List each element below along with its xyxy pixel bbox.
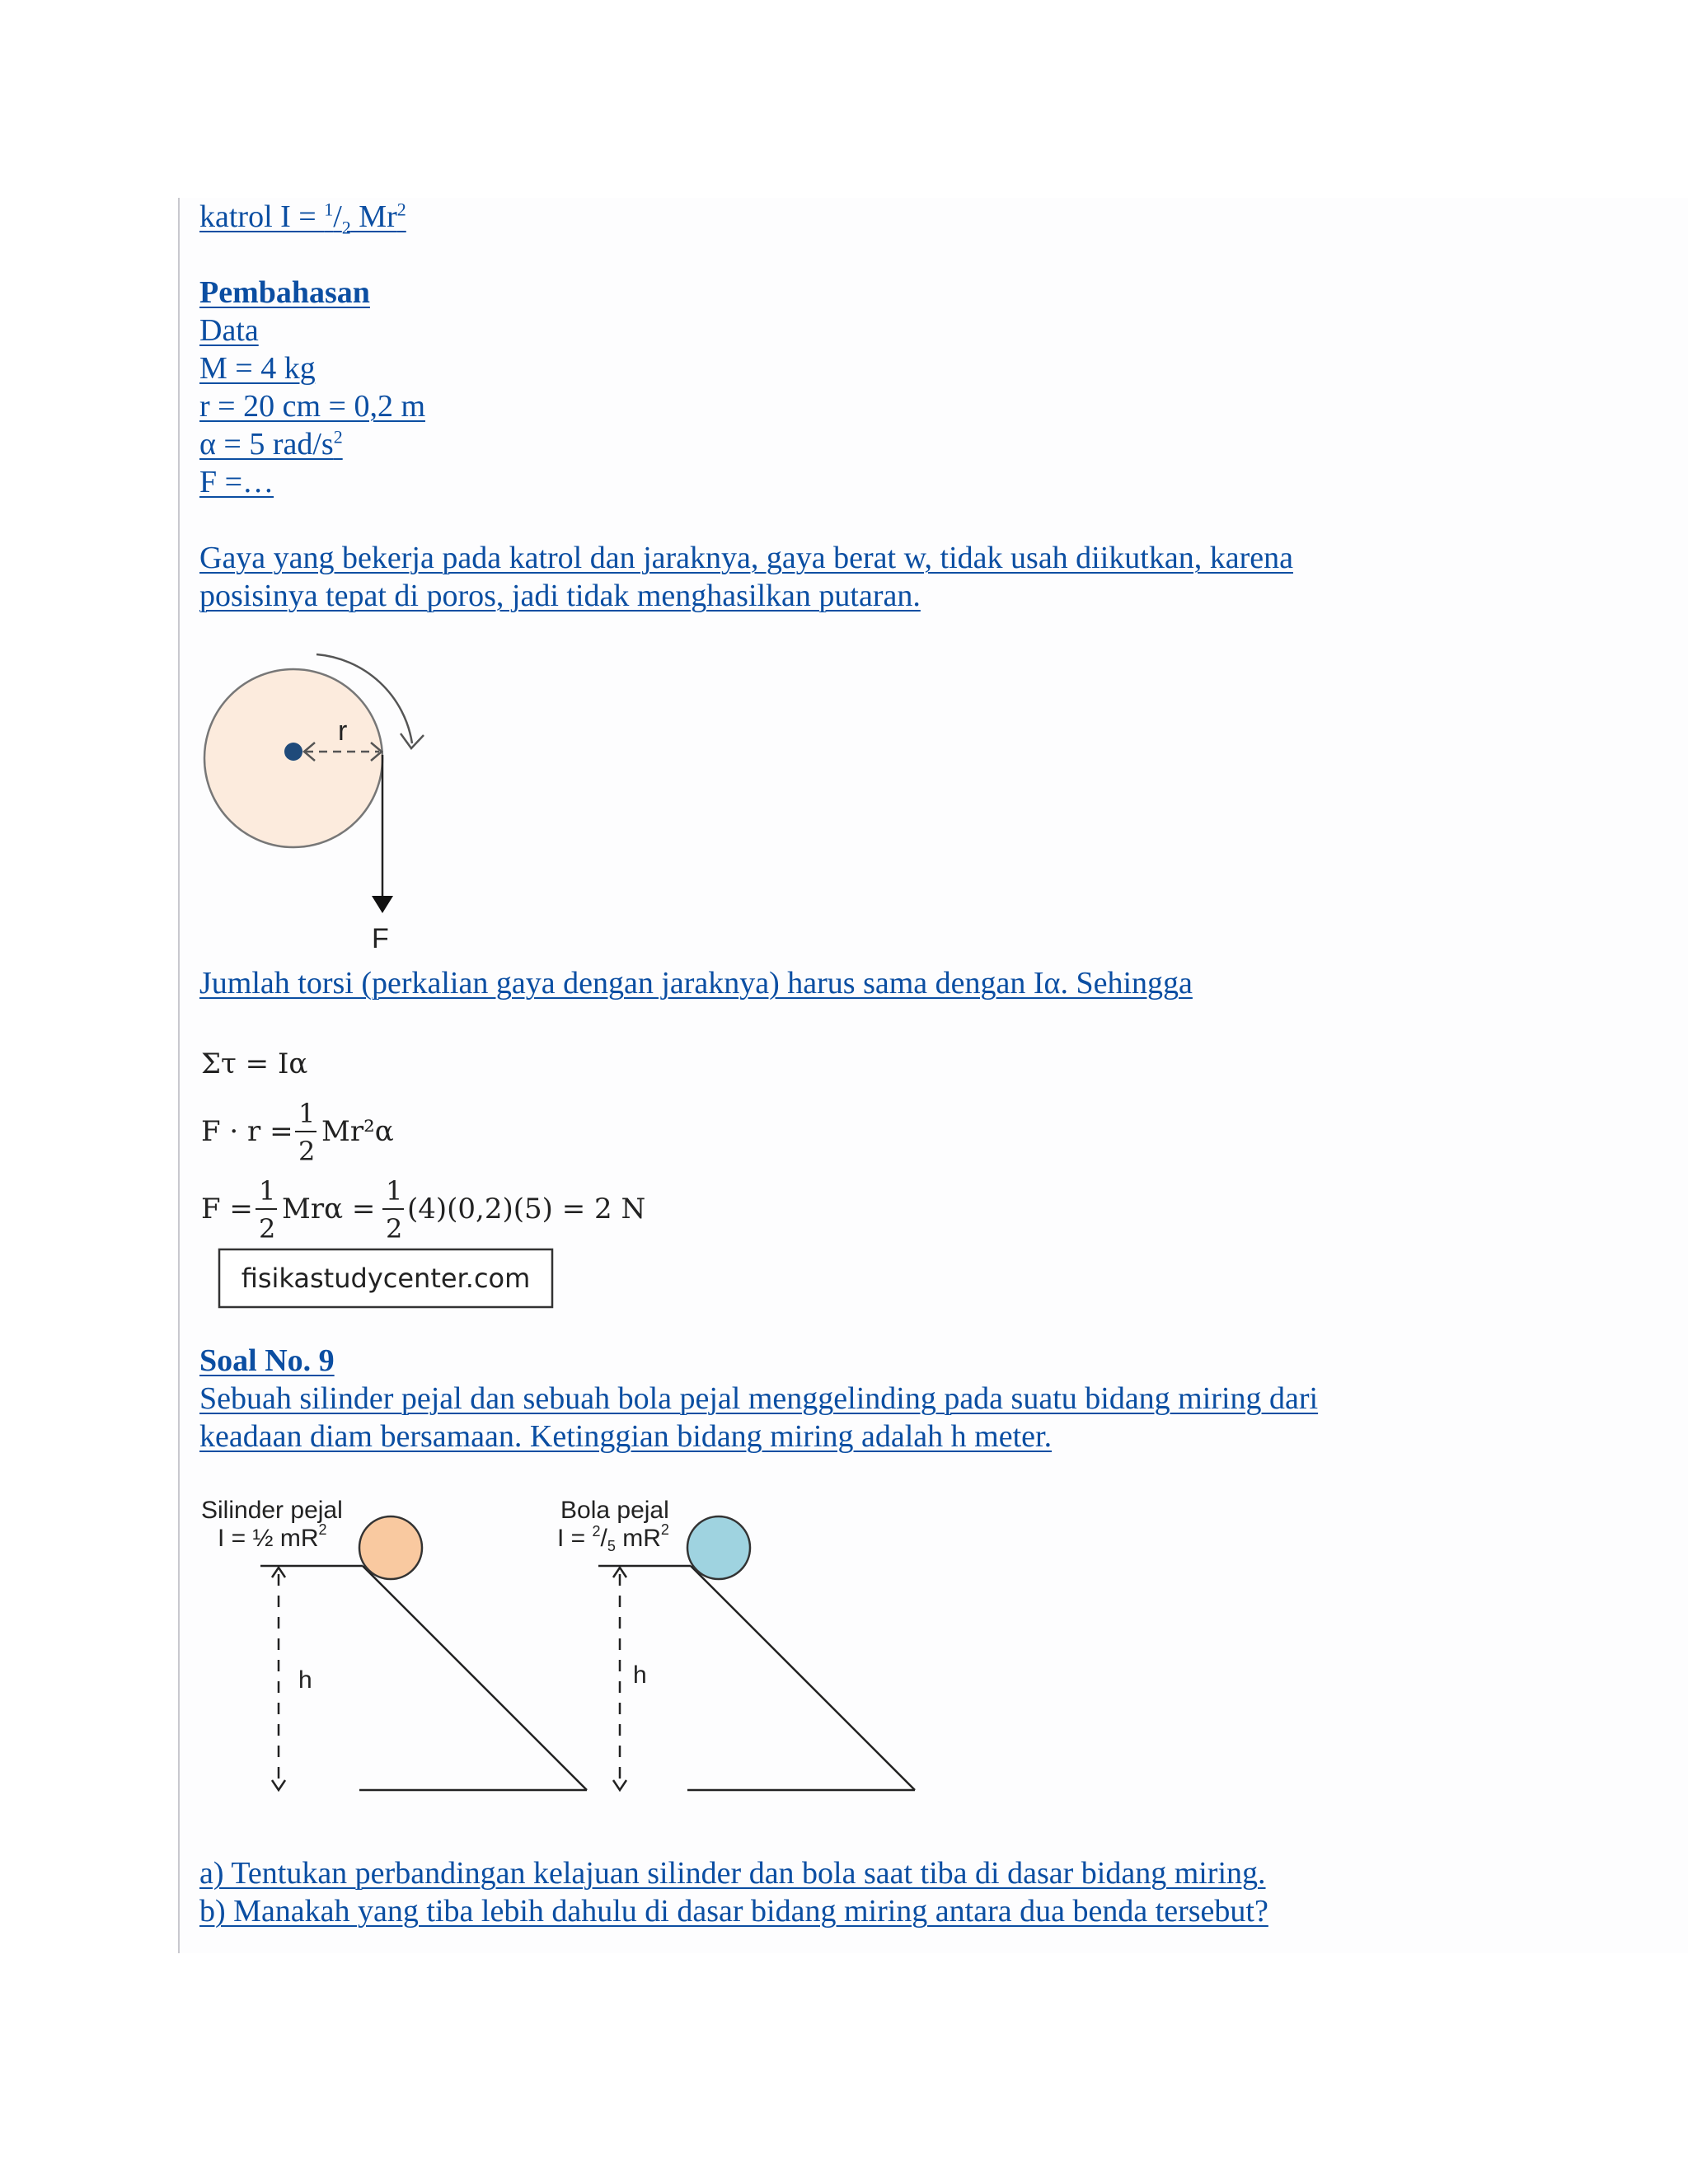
document-content bbox=[199, 198, 1601, 1930]
equations-figure bbox=[199, 1032, 678, 1312]
pulley-center bbox=[284, 743, 302, 761]
equation-3-left: F = bbox=[201, 1193, 253, 1226]
fraction-numerator: 1 bbox=[298, 1098, 316, 1129]
ball-body bbox=[687, 1516, 750, 1579]
data-item-radius[interactable]: r = 20 cm = 0,2 m bbox=[199, 389, 425, 424]
cylinder-height-label: h bbox=[298, 1666, 312, 1694]
force-arrowhead bbox=[372, 896, 393, 913]
explanation-line-1[interactable]: Gaya yang bekerja pada katrol dan jaraknya, gaya berat w, tidak usah diikutkan, karena bbox=[199, 541, 1293, 575]
explanation-line-2[interactable]: posisinya tepat di poros, jadi tidak menghasilkan putaran. bbox=[199, 579, 921, 613]
data-item-alpha[interactable]: α = 5 rad/$s^2$ bbox=[199, 426, 343, 462]
equation-3-mid: Mrα = bbox=[282, 1193, 376, 1226]
ball-height-label: h bbox=[633, 1661, 647, 1689]
task-b[interactable]: b) Manakah yang tiba lebih dahulu di dasar bidang miring antara dua benda tersebut? bbox=[199, 1894, 1268, 1929]
data-item-force[interactable]: F =… bbox=[199, 465, 274, 499]
equation-2-right: Mr²α bbox=[321, 1115, 394, 1148]
left-border-rule bbox=[178, 198, 180, 1953]
fraction-denominator: 2 bbox=[386, 1213, 403, 1244]
fraction-denominator: 2 bbox=[298, 1136, 316, 1167]
ball-incline-line bbox=[691, 1566, 915, 1790]
data-item-mass[interactable]: M = 4 kg bbox=[199, 351, 316, 386]
cylinder-title: Silinder pejal bbox=[201, 1497, 343, 1524]
equation-2-left: F · r = bbox=[201, 1115, 293, 1148]
ball-inertia: $I = ^2/_5$ $mR^2$ bbox=[557, 1521, 669, 1554]
incline-figure bbox=[199, 1488, 925, 1835]
formula-line[interactable]: katrol $I = ^1/_2$ Mr$^2$ bbox=[199, 199, 406, 238]
ball-height-arrow-down bbox=[613, 1780, 626, 1790]
ball-title: Bola pejal bbox=[560, 1497, 669, 1524]
radius-label: r bbox=[338, 715, 348, 747]
fraction-numerator: 1 bbox=[386, 1175, 403, 1207]
force-label: F bbox=[372, 923, 389, 954]
question-line-2[interactable]: keadaan diam bersamaan. Ketinggian bidang miring adalah h meter. bbox=[199, 1419, 1053, 1454]
torque-sentence[interactable]: Jumlah torsi (perkalian gaya dengan jaraknya) harus sama dengan Iα. Sehingga bbox=[199, 966, 1193, 1001]
fraction-numerator: 1 bbox=[259, 1175, 276, 1207]
question-line-1[interactable]: Sebuah silinder pejal dan sebuah bola pejal menggelinding pada suatu bidang miring dari bbox=[199, 1381, 1319, 1416]
question-heading[interactable]: Soal No. 9 bbox=[199, 1343, 335, 1378]
equation-3-right: (4)(0,2)(5) = 2 N bbox=[407, 1193, 646, 1226]
task-a[interactable]: a) Tentukan perbandingan kelajuan silinder dan bola saat tiba di dasar bidang miring. bbox=[199, 1856, 1266, 1891]
equation-1: Στ = Iα bbox=[201, 1047, 308, 1080]
pulley-figure bbox=[199, 651, 463, 964]
solution-heading[interactable]: Pembahasan bbox=[199, 275, 370, 310]
cylinder-height-arrow-down bbox=[272, 1780, 285, 1790]
cylinder-incline-line bbox=[363, 1566, 587, 1790]
cylinder-inertia: I = ½ $mR^2$ bbox=[218, 1521, 327, 1552]
data-label[interactable]: Data bbox=[199, 313, 259, 348]
fraction-denominator: 2 bbox=[259, 1213, 276, 1244]
watermark-text: fisikastudycenter.com bbox=[241, 1263, 531, 1294]
cylinder-body bbox=[359, 1516, 422, 1579]
